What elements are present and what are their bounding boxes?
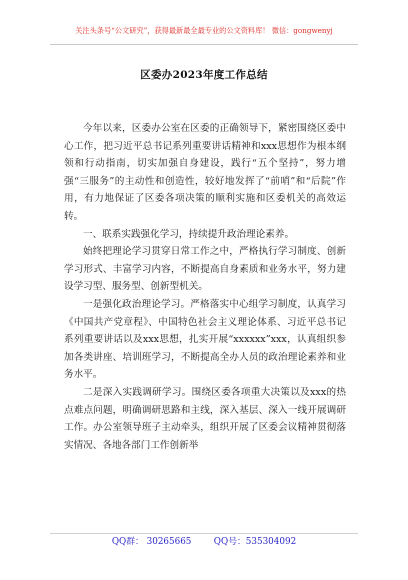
body-paragraph: 今年以来，区委办公室在区委的正确领导下，紧密围绕区委中心工作，把习近平总书记系列重要讲话精神和xxx思想作为根本纲领和行动指南，切实加强自身建设，践行“五个坚持”，努力增强“三服务”的主动性和创造性，较好地发挥了“前哨”和“后院”作用，有力地保证了区委各项决策的顺利实施和区委机关的高效运转。 <box>64 123 346 222</box>
body-paragraph: 始终把理论学习贯穿日常工作之中，严格执行学习制度、创新学习形式、丰富学习内容，不断提高自身素质和业务水平，努力建设学习型、服务型、创新型机关。 <box>64 246 346 293</box>
document-title: 区委办2023年度工作总结 <box>140 69 268 81</box>
footer-contact: QQ群： 30265665 QQ号：535304092 <box>111 537 297 547</box>
body-paragraph: 二是深入实践调研学习。围绕区委各项重大决策以及xxx的热点难点问题，明确调研思路和主线，深入基层、深入一线开展调研工作。办公室领导班子主动牵头，组织开展了区委会议精神贯彻落实情况、各地各部门工作创新举 <box>64 386 346 451</box>
body-paragraph: 一是强化政治理论学习。严格落实中心组学习制度，认真学习《中国共产党章程》、中国特色社会主义理论体系、习近平总书记系列重要讲话以及xxx思想，扎实开展“xxxxxx”xxx，认真组织参加各类讲座、培训班学习，不断提高全办人员的政治理论素养和业务水平。 <box>64 298 346 381</box>
footer-divider <box>50 533 358 534</box>
section-heading: 一、联系实践强化学习，持续提升政治理论素养。 <box>83 228 295 240</box>
document-body <box>64 120 346 454</box>
header-divider <box>50 44 358 45</box>
header-banner: 关注头条号“公文研究”，获得最新最全最专业的公文资料库！ 微信：gongwenyj <box>75 26 333 35</box>
